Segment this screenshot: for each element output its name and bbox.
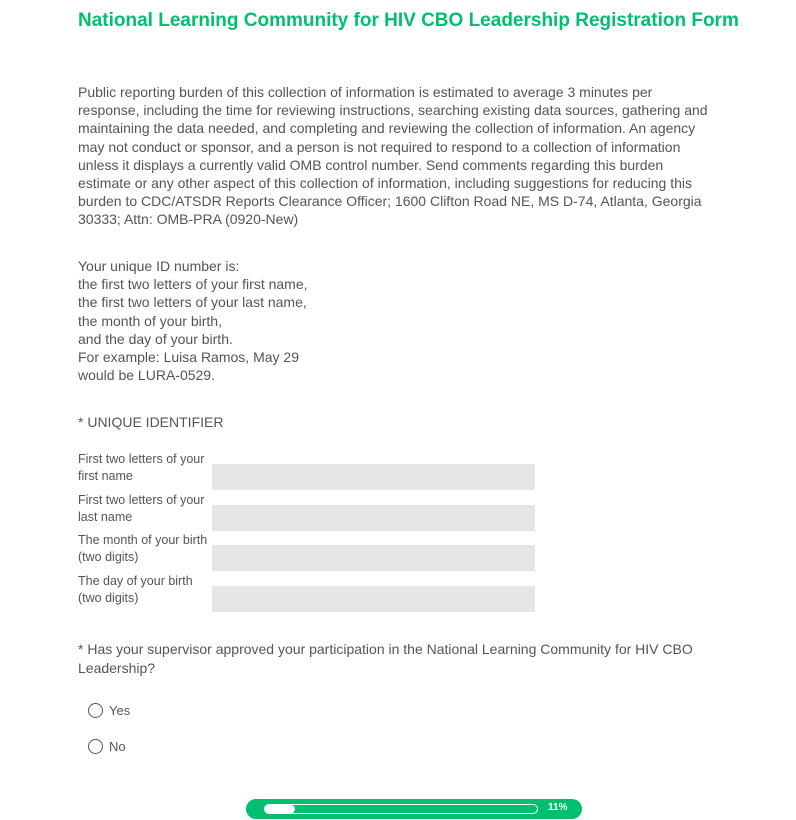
option-yes[interactable] (88, 703, 130, 718)
birth-month-input[interactable] (212, 545, 535, 571)
birth-day-input[interactable] (212, 586, 535, 612)
text-line: Your unique ID number is: (78, 258, 240, 274)
last-name-row (78, 492, 538, 532)
radio-button[interactable] (88, 703, 103, 718)
text-line: burden to CDC/ATSDR Reports Clearance Officer; 1600 Clifton Road NE, MS D-74, Atlanta, Georgia (78, 193, 702, 210)
supervisor-question: * Has your supervisor approved your participation in the National Learning Community for HIV CBO Leadership? (78, 641, 693, 676)
progress-track (264, 804, 538, 814)
text-line: and the day of your birth. (78, 330, 233, 347)
option-label: Yes (109, 703, 131, 718)
option-no[interactable] (88, 739, 126, 754)
id-instructions (78, 257, 308, 384)
birth-month-row (78, 532, 538, 572)
text-line: the first two letters of your last name, (78, 294, 307, 311)
text-line: maintaining the data needed, and completing and reviewing the collection of information. An agency (78, 120, 696, 137)
last-name-letters-input[interactable] (212, 505, 535, 531)
page-title: National Learning Community for HIV CBO Leadership Registration Form (78, 10, 739, 31)
progress-percent: 11% (548, 802, 568, 813)
text-line: would be LURA-0529. (78, 367, 215, 384)
birth-day-row (78, 573, 538, 613)
progress-fill (265, 805, 295, 813)
text-line: For example: Luisa Ramos, May 29 (78, 349, 299, 366)
field-label: The month of your birth (two digits) (78, 533, 208, 564)
unique-identifier-label: * UNIQUE IDENTIFIER (78, 414, 224, 430)
text-line: estimate or any other aspect of this collection of information, including suggestions for reducing this (78, 175, 692, 192)
text-line: Public reporting burden of this collection of information is estimated to average 3 minutes per (78, 84, 653, 100)
first-name-letters-input[interactable] (212, 464, 535, 490)
first-name-row (78, 451, 538, 491)
text-line: the first two letters of your first name, (78, 276, 308, 293)
text-line: 30333; Attn: OMB-PRA (0920-New) (78, 211, 299, 228)
progress-bar (246, 799, 582, 819)
text-line: response, including the time for reviewing instructions, searching existing data sources, gathering and (78, 102, 708, 119)
text-line: may not conduct or sponsor, and a person is not required to respond to a collection of information (78, 138, 681, 155)
field-label: First two letters of your first name (78, 452, 205, 483)
field-label: The day of your birth (two digits) (78, 574, 193, 605)
radio-button[interactable] (88, 739, 103, 754)
burden-statement (78, 83, 708, 229)
text-line: unless it displays a currently valid OMB control number. Send comments regarding this burden (78, 156, 664, 173)
option-label: No (109, 739, 126, 754)
field-label: First two letters of your last name (78, 493, 205, 524)
text-line: the month of your birth, (78, 312, 222, 329)
